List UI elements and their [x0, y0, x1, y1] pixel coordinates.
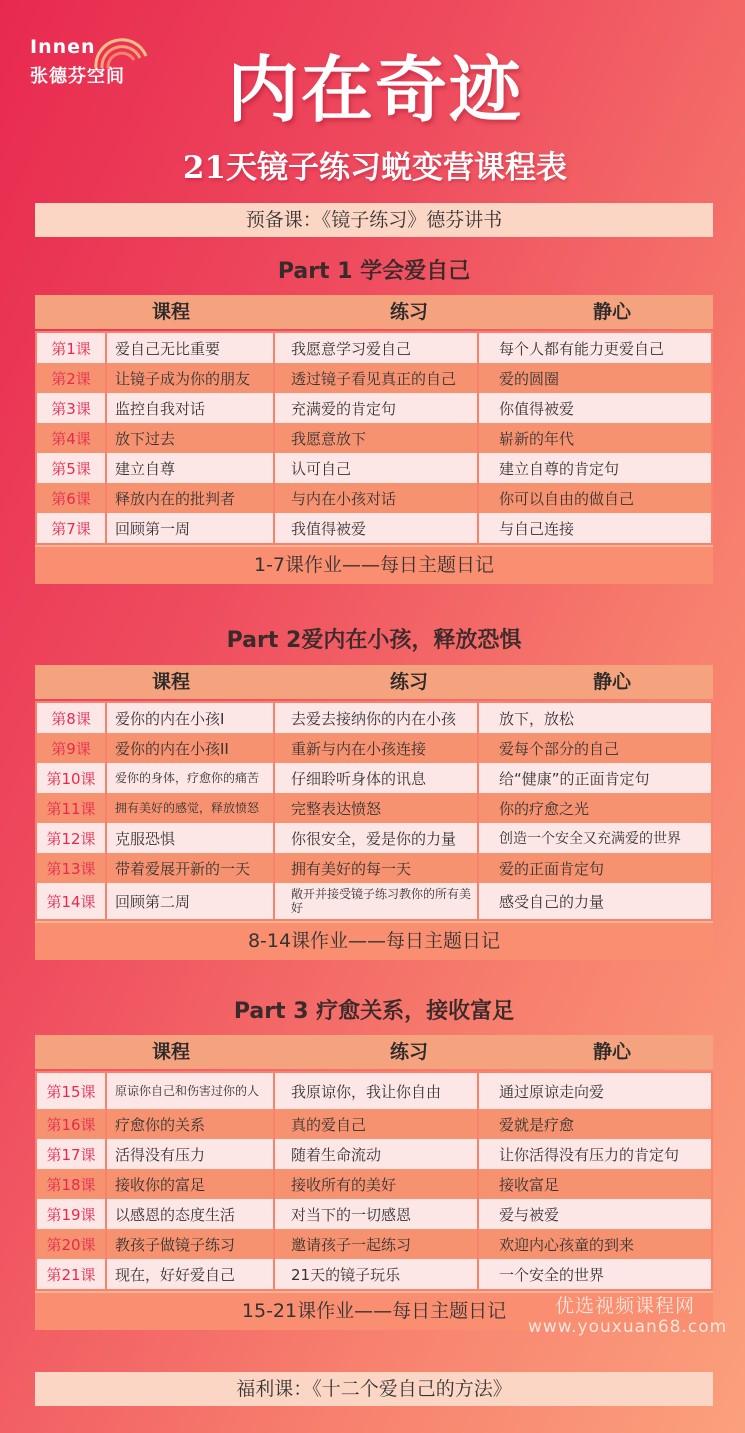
logo-chinese: 张德芬空间: [30, 66, 125, 87]
table-row: [37, 853, 711, 883]
lesson-course: 回顾第一周: [107, 513, 275, 543]
table-row: [37, 1199, 711, 1229]
lesson-course: 爱自己无比重要: [107, 333, 275, 363]
lesson-practice: 真的爱自己: [275, 1109, 479, 1139]
lesson-meditation: 爱每个部分的自己: [499, 739, 620, 758]
lesson-course: 接收你的富足: [107, 1169, 275, 1199]
lesson-number: 第12课: [37, 823, 107, 853]
table-row: [37, 363, 711, 393]
lesson-number: 第16课: [37, 1109, 107, 1139]
lesson-course: 让镜子成为你的朋友: [107, 363, 275, 393]
header-practice: 练习: [389, 671, 428, 693]
lesson-meditation: 你值得被爱: [499, 399, 575, 418]
part-title-1: Part 1 学会爱自己: [277, 259, 471, 284]
table-row: [37, 763, 711, 793]
lesson-practice: 完整表达愤怒: [275, 793, 479, 823]
lesson-practice: 我值得被爱: [275, 513, 479, 543]
table-row: [37, 1259, 711, 1289]
lesson-number: 第4课: [37, 423, 107, 453]
lesson-course: 放下过去: [107, 423, 275, 453]
lesson-practice: 接收所有的美好: [275, 1169, 479, 1199]
lesson-number: 第20课: [37, 1229, 107, 1259]
lesson-course: 建立自尊: [107, 453, 275, 483]
table-row: [37, 793, 711, 823]
lesson-meditation: 放下，放松: [499, 709, 575, 728]
lesson-practice: 认可自己: [275, 453, 479, 483]
lesson-course: 以感恩的态度生活: [107, 1199, 275, 1229]
header-meditation: 静心: [592, 301, 631, 323]
lesson-number: 第14课: [37, 883, 107, 919]
lesson-course: 爱你的内在小孩II: [107, 733, 275, 763]
brand-logo: [30, 36, 125, 88]
lesson-practice: 我愿意放下: [275, 423, 479, 453]
lesson-practice: 你很安全，爱是你的力量: [275, 823, 479, 853]
lesson-practice: 敞开并接受镜子练习教你的所有美好: [275, 883, 479, 919]
lesson-number: 第1课: [37, 333, 107, 363]
lesson-meditation: 通过原谅走向爱: [499, 1082, 605, 1101]
lesson-number: 第2课: [37, 363, 107, 393]
lesson-meditation: 让你活得没有压力的肯定句: [499, 1145, 680, 1164]
lesson-meditation: 爱与被爱: [499, 1205, 560, 1224]
part-title-2: Part 2爱内在小孩，释放恐惧: [226, 628, 522, 653]
lesson-course: 活得没有压力: [107, 1139, 275, 1169]
table-row: [37, 423, 711, 453]
lesson-course: 克服恐惧: [107, 823, 275, 853]
lesson-course: 原谅你自己和伤害过你的人: [107, 1073, 275, 1109]
lesson-practice: 去爱去接纳你的内在小孩: [275, 703, 479, 733]
table-row: [37, 393, 711, 423]
lesson-meditation: 爱就是疗愈: [499, 1115, 575, 1134]
lesson-number: 第6课: [37, 483, 107, 513]
lesson-practice: 重新与内在小孩连接: [275, 733, 479, 763]
lesson-number: 第15课: [37, 1073, 107, 1109]
header-practice: 练习: [389, 1041, 428, 1063]
table-row: [37, 823, 711, 853]
lesson-practice: 与内在小孩对话: [275, 483, 479, 513]
header-course: 课程: [151, 671, 190, 693]
table-row: [37, 513, 711, 543]
table-row: [37, 733, 711, 763]
lesson-number: 第5课: [37, 453, 107, 483]
lesson-number: 第13课: [37, 853, 107, 883]
header-practice: 练习: [389, 301, 428, 323]
lesson-course: 监控自我对话: [107, 393, 275, 423]
lesson-meditation: 崭新的年代: [499, 429, 575, 448]
logo-swirl-icon: [90, 28, 152, 90]
table-row: [37, 1073, 711, 1109]
schedule-table-part-2: [35, 665, 713, 960]
lesson-course: 现在，好好爱自己: [107, 1259, 275, 1289]
lesson-meditation: 每个人都有能力更爱自己: [499, 339, 665, 358]
bonus-course-banner: 福利课：《十二个爱自己的方法》: [35, 1372, 713, 1406]
logo-latin: Innen: [30, 36, 96, 58]
lesson-meditation: 接收富足: [499, 1175, 560, 1194]
lesson-course: 爱你的身体，疗愈你的痛苦: [107, 763, 275, 793]
lesson-meditation: 创造一个安全又充满爱的世界: [499, 831, 681, 847]
lesson-practice: 拥有美好的每一天: [275, 853, 479, 883]
lesson-meditation: 爱的正面肯定句: [499, 859, 605, 878]
page-subtitle: 21天镜子练习蜕变营课程表: [182, 150, 568, 186]
lesson-practice: 充满爱的肯定句: [275, 393, 479, 423]
lesson-meditation: 感受自己的力量: [499, 892, 605, 911]
lesson-number: 第18课: [37, 1169, 107, 1199]
lesson-practice: 仔细聆听身体的讯息: [275, 763, 479, 793]
table-row: [37, 483, 711, 513]
lesson-practice: 邀请孩子一起练习: [275, 1229, 479, 1259]
lesson-course: 带着爱展开新的一天: [107, 853, 275, 883]
table-row: [37, 1109, 711, 1139]
lesson-practice: 21天的镜子玩乐: [275, 1259, 479, 1289]
table-row: [37, 333, 711, 363]
lesson-number: 第3课: [37, 393, 107, 423]
part-title-3: Part 3 疗愈关系，接收富足: [233, 999, 515, 1024]
table-body: [35, 701, 713, 921]
header-meditation: 静心: [592, 671, 631, 693]
homework-row: 15-21课作业——每日主题日记: [35, 1291, 713, 1330]
table-body: [35, 331, 713, 545]
table-row: [37, 703, 711, 733]
lesson-number: 第10课: [37, 763, 107, 793]
lesson-number: 第11课: [37, 793, 107, 823]
lesson-practice: 透过镜子看见真正的自己: [275, 363, 479, 393]
prep-course-banner: 预备课：《镜子练习》德芬讲书: [35, 203, 713, 237]
table-header: [35, 665, 713, 699]
homework-row: 8-14课作业——每日主题日记: [35, 921, 713, 960]
lesson-course: 拥有美好的感觉，释放愤怒: [107, 793, 275, 823]
header-course: 课程: [151, 1041, 190, 1063]
lesson-practice: 随着生命流动: [275, 1139, 479, 1169]
lesson-course: 爱你的内在小孩I: [107, 703, 275, 733]
table-row: [37, 1229, 711, 1259]
schedule-table-part-1: [35, 295, 713, 584]
lesson-practice: 对当下的一切感恩: [275, 1199, 479, 1229]
lesson-course: 回顾第二周: [107, 883, 275, 919]
header-meditation: 静心: [592, 1041, 631, 1063]
lesson-number: 第21课: [37, 1259, 107, 1289]
lesson-meditation: 建立自尊的肯定句: [499, 459, 620, 478]
lesson-course: 疗愈你的关系: [107, 1109, 275, 1139]
lesson-course: 教孩子做镜子练习: [107, 1229, 275, 1259]
lesson-number: 第17课: [37, 1139, 107, 1169]
lesson-meditation: 爱的圆圈: [499, 369, 560, 388]
page-title: 内在奇迹: [226, 47, 523, 132]
watermark-url: www.youxuan68.com: [528, 1317, 728, 1337]
lesson-meditation: 给“健康”的正面肯定句: [499, 769, 650, 788]
table-row: [37, 1169, 711, 1199]
header-course: 课程: [151, 301, 190, 323]
lesson-number: 第19课: [37, 1199, 107, 1229]
table-header: [35, 295, 713, 329]
lesson-number: 第9课: [37, 733, 107, 763]
watermark-title: 优选视频课程网: [555, 1295, 696, 1317]
lesson-practice: 我愿意学习爱自己: [275, 333, 479, 363]
table-header: [35, 1035, 713, 1069]
lesson-meditation: 与自己连接: [499, 519, 575, 538]
lesson-meditation: 你可以自由的做自己: [499, 489, 635, 508]
lesson-meditation: 你的疗愈之光: [499, 799, 590, 818]
lesson-number: 第7课: [37, 513, 107, 543]
table-row: [37, 883, 711, 919]
table-row: [37, 453, 711, 483]
lesson-course: 释放内在的批判者: [107, 483, 275, 513]
lesson-meditation: 一个安全的世界: [499, 1265, 605, 1284]
lesson-number: 第8课: [37, 703, 107, 733]
schedule-table-part-3: [35, 1035, 713, 1330]
table-body: [35, 1071, 713, 1291]
lesson-meditation: 欢迎内心孩童的到来: [499, 1235, 635, 1254]
homework-row: 1-7课作业——每日主题日记: [35, 545, 713, 584]
lesson-practice: 我原谅你，我让你自由: [275, 1073, 479, 1109]
table-row: [37, 1139, 711, 1169]
